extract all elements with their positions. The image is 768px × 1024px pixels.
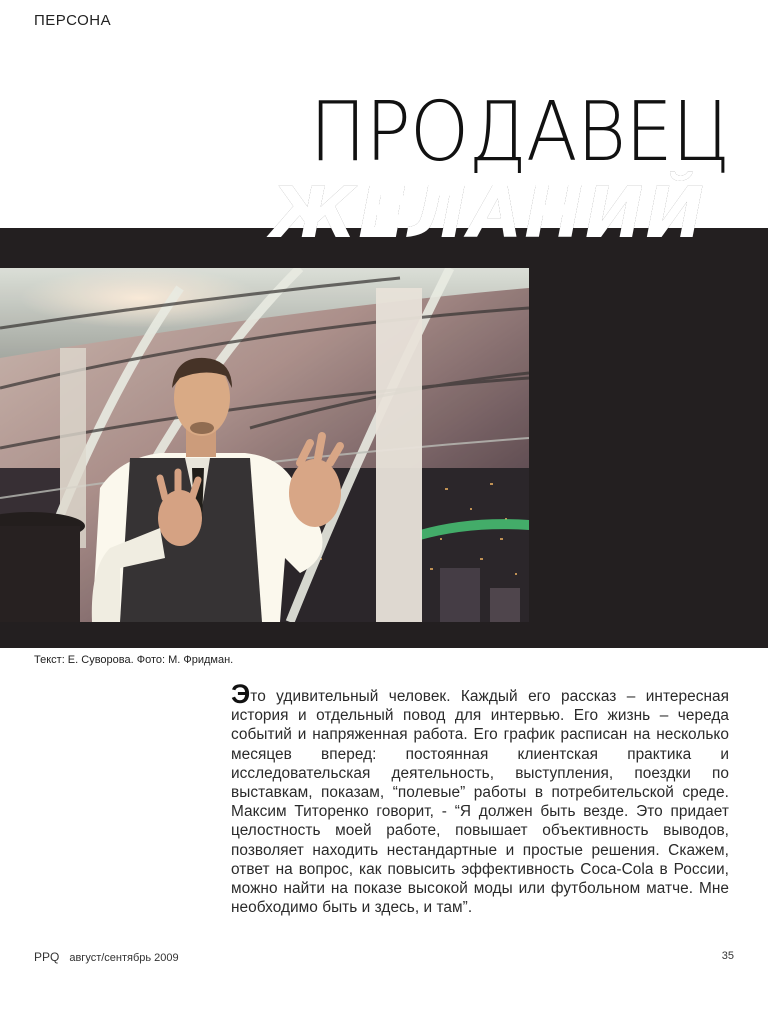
section-label: ПЕРСОНА [34, 12, 112, 29]
article-body [231, 679, 729, 917]
title-line-1: ПРОДАВЕЦ [309, 85, 730, 180]
article-text: то удивительный человек. Каждый его рассказ – интересная история и отдельный повод для интервью. Его жизнь – череда событий и напряженная работа. Его график расписан на несколько месяцев вперед: постоянная клиентская практика и исследовательская деятельность, выступления, поездки по выставкам, показам, “полевые” работы в потребительской среде. Максим Титоренко говорит, - “Я должен быть везде. Это придает целостность моей работе, повышает объективность выводов, позволяет находить нестандартные и простые решения. Скажем, ответ на вопрос, как повысить эффективность Coca-Cola в России, можно найти на показе высокой моды или футбольном матче. Мне необходимо быть и здесь, и там”. [231, 688, 729, 917]
footer-issue [34, 950, 179, 964]
photo-caption: Текст: Е. Суворова. Фото: М. Фридман. [34, 654, 234, 666]
article-photo [0, 268, 529, 622]
title-line-2: ЖЕЛАНИЙ [270, 172, 706, 254]
page-number: 35 [721, 950, 734, 962]
drop-cap: Э [231, 679, 251, 709]
footer-magazine: PPQ [34, 950, 60, 964]
footer-date: август/сентябрь 2009 [69, 952, 179, 964]
